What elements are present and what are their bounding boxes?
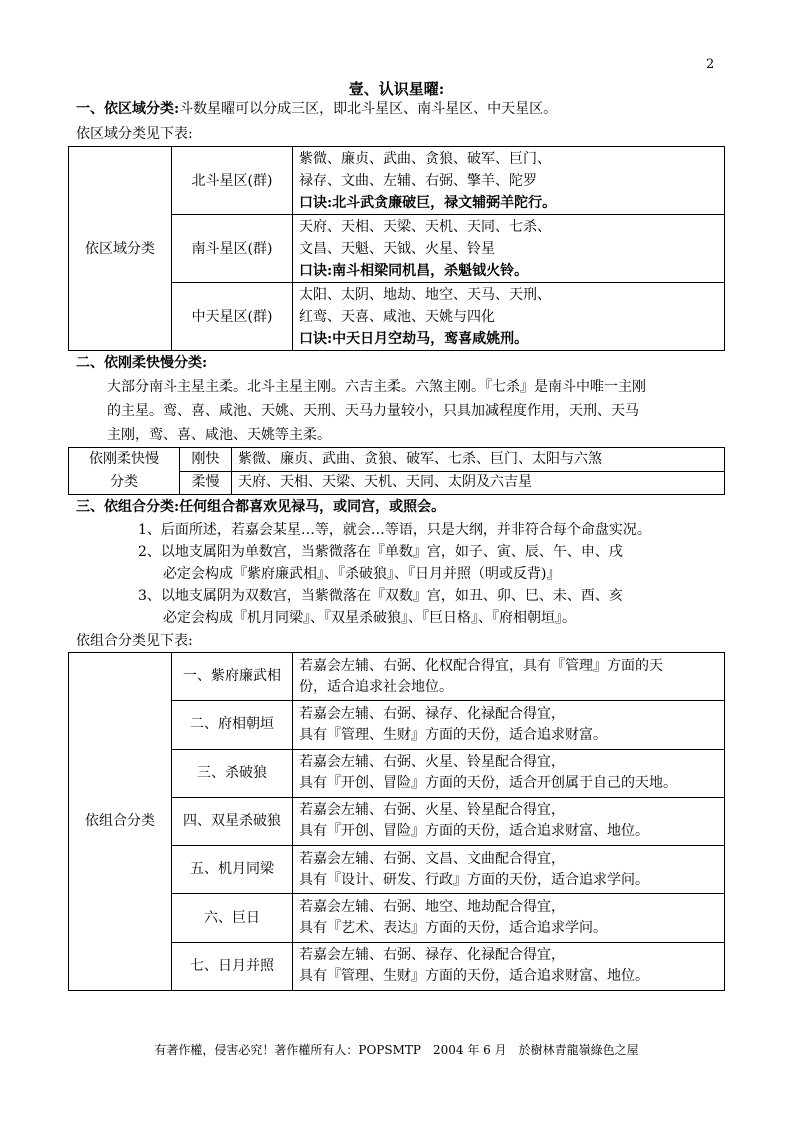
section1-intro: 依区域分类见下表: <box>76 126 193 142</box>
desc-line: 若嘉会左辅、右弼、化权配合得宜，具有『管理』方面的天 <box>299 657 663 674</box>
combination-desc <box>293 797 725 845</box>
region-stars <box>293 147 725 215</box>
section2-paragraph-line: 的主星。鸾、喜、咸池、天姚、天刑、天马力量较小，只具加减程度作用，天刑、天马 <box>107 403 639 419</box>
desc-line: 份，适合追求社会地位。 <box>299 678 453 695</box>
combination-name: 六、巨日 <box>172 894 293 942</box>
section1-text: 斗数星曜可以分成三区，即北斗星区、南斗星区、中天星区。 <box>179 101 558 117</box>
combination-desc <box>293 653 725 701</box>
stars-line: 文昌、天魁、天钺、火星、铃星 <box>299 240 495 257</box>
rigidity-label-line: 依刚柔快慢 <box>89 451 159 467</box>
section2-heading: 二、依刚柔快慢分类: <box>76 355 208 371</box>
stars-line: 天府、天相、天梁、天机、天同、七杀、 <box>299 218 551 235</box>
desc-line: 若嘉会左辅、右弼、火星、铃星配合得宜， <box>299 754 565 771</box>
desc-line: 若嘉会左辅、右弼、地空、地劫配合得宜， <box>299 899 565 916</box>
stars-line: 太阳、太阴、地劫、地空、天马、天刑、 <box>299 286 551 303</box>
mnemonic-verse: 口诀:南斗相梁同机昌，杀魁钺火铃。 <box>299 262 529 279</box>
desc-line: 具有『设计、研发、行政』方面的天份，适合追求学问。 <box>299 871 649 888</box>
combination-row-label: 依组合分类 <box>69 653 172 991</box>
rigidity-row-label <box>69 448 180 495</box>
copyright-footer: 有著作權，侵害必究！著作權所有人：POPSMTP 2004 年 6 月 於樹林青龍嶺綠色之屋 <box>154 1043 639 1057</box>
desc-line: 若嘉会左辅、右弼、文昌、文曲配合得宜， <box>299 850 565 867</box>
desc-line: 具有『艺术、表达』方面的天份，适合追求学问。 <box>299 920 607 937</box>
section1-heading: 一、依区域分类: <box>76 101 180 117</box>
stars-line: 红鸾、天喜、咸池、天姚与四化 <box>299 308 495 325</box>
section1-line <box>76 99 557 119</box>
region-name: 南斗星区(群) <box>172 215 293 283</box>
page-number: 2 <box>706 57 715 72</box>
table-row <box>69 147 725 215</box>
combination-desc <box>293 846 725 894</box>
stars-line: 紫微、廉贞、武曲、贪狼、破军、巨门、 <box>299 150 551 167</box>
combination-desc <box>293 749 725 797</box>
combination-name: 一、紫府廉武相 <box>172 653 293 701</box>
rigidity-table <box>68 447 725 495</box>
section3-line: 3、以地支属阴为双数宫，当紫微落在『双数』宫，如丑、卯、巳、未、酉、亥 <box>138 588 623 604</box>
desc-line: 若嘉会左辅、右弼、禄存、化禄配合得宜， <box>299 947 565 964</box>
section2-paragraph-line: 大部分南斗主星主柔。北斗主星主刚。六吉主柔。六煞主刚。『七杀』是南斗中唯一主刚 <box>107 379 646 395</box>
region-name: 北斗星区(群) <box>172 147 293 215</box>
section3-intro: 依组合分类见下表: <box>76 633 193 649</box>
rigidity-name: 刚快 <box>180 448 232 472</box>
section3-line: 必定会构成『紫府廉武相』、『杀破狼』、『日月并照（明或反背)』 <box>163 566 561 582</box>
region-stars <box>293 215 725 283</box>
region-table <box>68 146 725 351</box>
table-row <box>69 448 725 472</box>
mnemonic-verse: 口诀:北斗武贪廉破巨，禄文辅弼羊陀行。 <box>299 194 557 211</box>
stars-line: 禄存、文曲、左辅、右弼、擎羊、陀罗 <box>299 172 537 189</box>
section3-heading: 三、依组合分类:任何组合都喜欢见禄马，或同宫，或照会。 <box>76 499 446 515</box>
region-name: 中天星区(群) <box>172 283 293 351</box>
combination-name: 二、府相朝垣 <box>172 701 293 749</box>
desc-line: 具有『管理、生财』方面的天份，适合追求财富。 <box>299 726 607 743</box>
section3-line: 1、后面所述，若嘉会某星…等，就会…等语，只是大纲，并非符合每个命盘实况。 <box>138 522 651 538</box>
rigidity-stars: 天府、天相、天梁、天机、天同、太阴及六吉星 <box>232 471 725 495</box>
section3-line: 必定会构成『机月同梁』、『双星杀破狼』、『巨日格』、『府相朝垣』。 <box>163 610 576 626</box>
combination-name: 三、杀破狼 <box>172 749 293 797</box>
rigidity-name: 柔慢 <box>180 471 232 495</box>
desc-line: 若嘉会左辅、右弼、禄存、化禄配合得宜， <box>299 705 565 722</box>
desc-line: 具有『管理、生财』方面的天份，适合追求财富、地位。 <box>299 968 649 985</box>
desc-line: 具有『开创、冒险』方面的天份，适合开创属于自己的天地。 <box>299 775 677 792</box>
combination-name: 五、机月同梁 <box>172 846 293 894</box>
region-row-label: 依区域分类 <box>69 147 172 351</box>
mnemonic-verse: 口诀:中天日月空劫马，鸾喜咸姚刑。 <box>299 330 529 347</box>
section2-paragraph-line: 主刚，鸾、喜、咸池、天姚等主柔。 <box>107 427 331 443</box>
rigidity-label-line: 分类 <box>110 474 138 490</box>
desc-line: 若嘉会左辅、右弼、火星、铃星配合得宜， <box>299 802 565 819</box>
rigidity-stars: 紫微、廉贞、武曲、贪狼、破军、七杀、巨门、太阳与六煞 <box>232 448 725 472</box>
combination-desc <box>293 942 725 990</box>
combination-name: 四、双星杀破狼 <box>172 797 293 845</box>
page-title: 壹、认识星曜: <box>348 80 445 98</box>
combination-desc <box>293 701 725 749</box>
combination-table <box>68 652 725 991</box>
combination-desc <box>293 894 725 942</box>
region-stars <box>293 283 725 351</box>
desc-line: 具有『开创、冒险』方面的天份，适合追求财富、地位。 <box>299 823 649 840</box>
section3-line: 2、以地支属阳为单数宫，当紫微落在『单数』宫，如子、寅、辰、午、申、戌 <box>138 544 623 560</box>
table-row <box>69 653 725 701</box>
combination-name: 七、日月并照 <box>172 942 293 990</box>
